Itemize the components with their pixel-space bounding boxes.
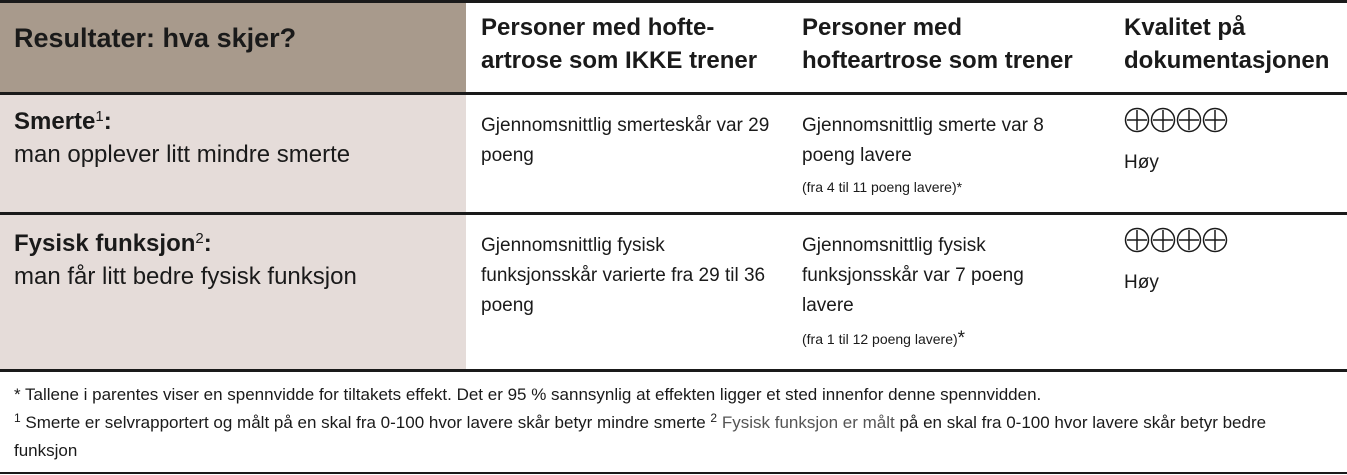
quality-circle-plus-icon <box>1202 227 1228 253</box>
quality-circle-plus-icon <box>1150 227 1176 253</box>
header-no-training-line2: artrose som IKKE trener <box>481 47 758 74</box>
table-bottom-rule <box>0 369 1347 372</box>
quality-circle-plus-icon <box>1176 227 1202 253</box>
header-cell-training <box>802 3 1112 92</box>
footnote-2-muted: Fysisk funksjon er målt <box>717 413 895 432</box>
footnote-definitions <box>14 409 1334 465</box>
header-training-line1: Personer med <box>802 14 963 41</box>
pain-quality-label: Høy <box>1124 152 1159 173</box>
function-training-range: (fra 1 til 12 poeng lavere)* <box>802 328 966 349</box>
quality-circle-plus-icon <box>1124 107 1150 133</box>
header-cell-quality <box>1124 3 1344 92</box>
pain-training-text: Gjennomsnittlig smerte var 8 poeng lavere <box>802 115 1044 166</box>
pain-no-training-text: Gjennomsnittlig smerteskår var 29 poeng <box>481 115 770 166</box>
footnote-star: * Tallene i parentes viser en spennvidde for tiltakets effekt. Det er 95 % sannsynlig at effekten ligger et sted innenfor denne spennvidden. <box>14 385 1042 404</box>
row-label-function <box>0 215 466 369</box>
quality-circle-plus-icon <box>1124 227 1150 253</box>
pain-no-training-cell <box>481 95 781 212</box>
footnote-1-ref: 1 <box>14 411 21 425</box>
header-quality-line2: dokumentasjonen <box>1124 47 1330 74</box>
pain-footnote-ref: 1 <box>95 108 104 125</box>
function-training-cell <box>802 215 1072 369</box>
footnote-2-ref: 2 <box>710 411 718 425</box>
header-training-line2: hofteartrose som trener <box>802 47 1073 74</box>
row-label-pain <box>0 95 466 212</box>
pain-quality-circles <box>1124 107 1344 133</box>
footnote-2-text: på en skal fra 0-100 hvor lavere skår betyr bedre funksjon <box>14 413 1267 460</box>
function-quality-label: Høy <box>1124 272 1159 293</box>
function-description: man får litt bedre fysisk funksjon <box>14 263 357 290</box>
function-label: Fysisk funksjon$^2$: <box>14 230 212 257</box>
footnote-1-text: Smerte er selvrapportert og målt på en skal fra 0-100 hvor lavere skår betyr mindre smerte <box>20 413 711 432</box>
quality-circle-plus-icon <box>1202 107 1228 133</box>
header-quality-line1: Kvalitet på <box>1124 14 1246 41</box>
function-training-text: Gjennomsnittlig fysisk funksjonsskår var 7 poeng lavere <box>802 235 1024 316</box>
function-no-training-text: Gjennomsnittlig fysisk funksjonsskår varierte fra 29 til 36 poeng <box>481 235 766 316</box>
header-no-training-line1: Personer med hofte- <box>481 14 715 41</box>
header-cell-results <box>0 3 466 92</box>
function-no-training-cell <box>481 215 776 369</box>
footer-bottom-rule <box>0 472 1347 474</box>
function-quality-circles <box>1124 227 1344 253</box>
pain-quality-cell <box>1124 95 1344 212</box>
pain-training-cell <box>802 95 1087 212</box>
pain-training-range: (fra 4 til 11 poeng lavere)* <box>802 179 963 195</box>
pain-description: man opplever litt mindre smerte <box>14 141 351 168</box>
header-cell-no-training <box>481 3 791 92</box>
function-quality-cell <box>1124 215 1344 369</box>
pain-label: Smerte$^1$: <box>14 108 112 135</box>
function-footnote-ref: 2 <box>195 230 204 247</box>
header-results-title: Resultater: hva skjer? <box>14 23 297 53</box>
quality-circle-plus-icon <box>1176 107 1202 133</box>
quality-circle-plus-icon <box>1150 107 1176 133</box>
